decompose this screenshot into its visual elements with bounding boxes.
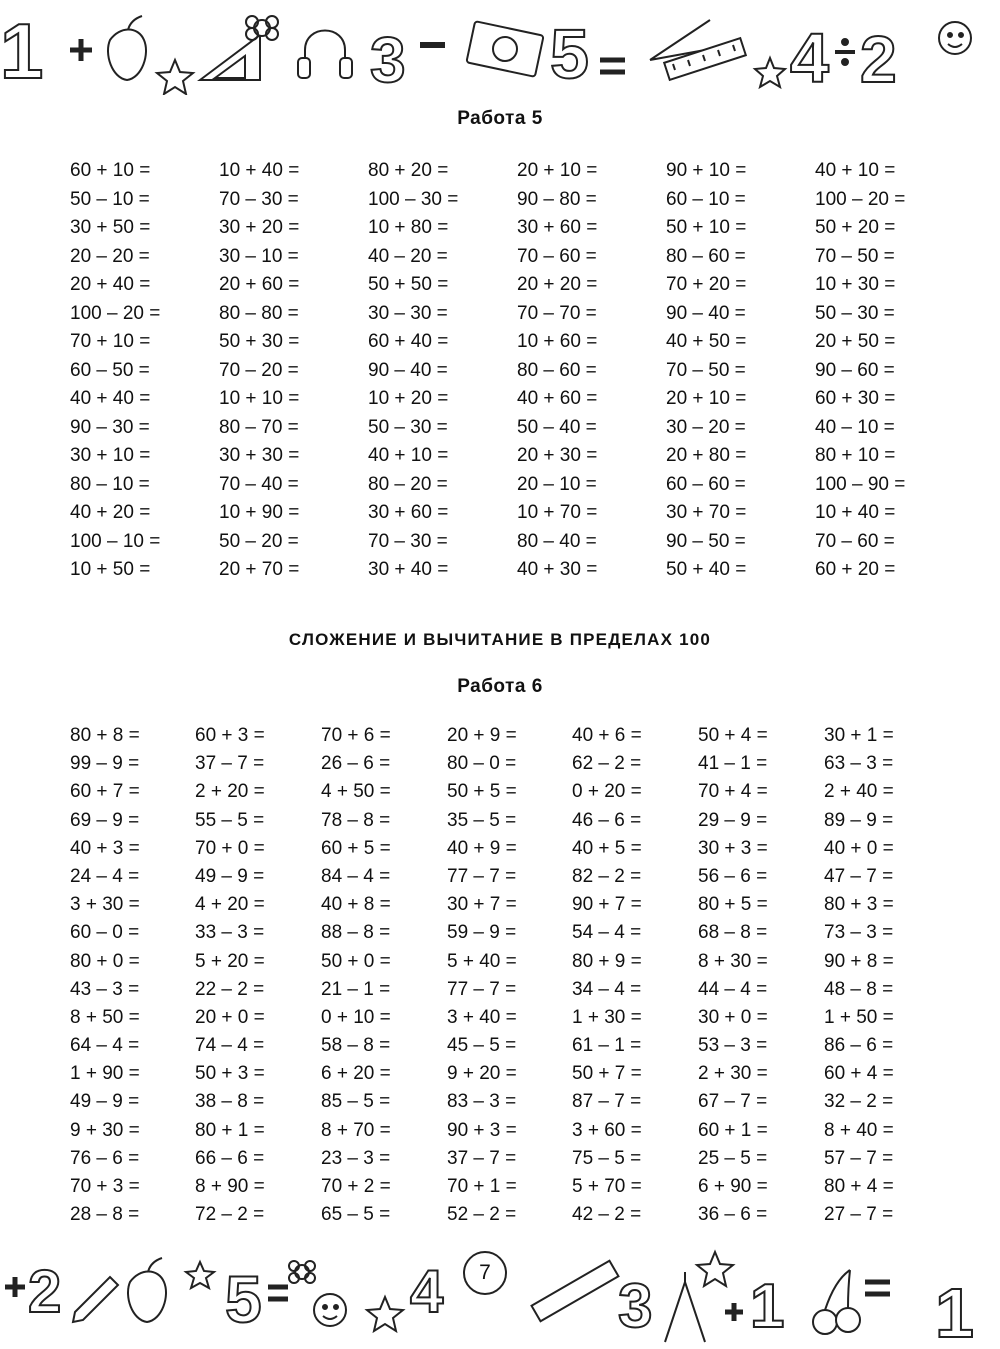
- exercise: 20 + 20 =: [517, 274, 598, 295]
- exercise: 27 – 7 =: [824, 1204, 894, 1226]
- exercise: 9 + 20 =: [447, 1063, 517, 1085]
- exercise: 90 – 60 =: [815, 359, 895, 381]
- exercise: 29 – 9 =: [698, 809, 768, 831]
- exercise: 43 – 3 =: [70, 978, 140, 1000]
- exercise: 5 + 40 =: [447, 950, 517, 972]
- svg-text:4: 4: [790, 19, 829, 95]
- exercise: 30 + 30 =: [219, 445, 300, 466]
- exercise: 58 – 8 =: [321, 1035, 391, 1057]
- exercise: 54 – 4 =: [572, 922, 642, 944]
- exercise: 77 – 7 =: [447, 865, 517, 887]
- exercise: 100 – 20 =: [815, 188, 906, 210]
- exercise: 50 + 20 =: [815, 217, 896, 238]
- exercise: 49 – 9 =: [70, 1091, 140, 1113]
- star-icon: [697, 1252, 733, 1286]
- exercise: 68 – 8 =: [698, 922, 768, 944]
- flower-icon: [289, 1261, 315, 1283]
- exercise: 60 + 1 =: [698, 1119, 768, 1141]
- exercise: 48 – 8 =: [824, 978, 894, 1000]
- exercise: 28 – 8 =: [70, 1204, 140, 1226]
- exercise: 41 – 1 =: [698, 753, 768, 775]
- work-5-column: [70, 157, 220, 585]
- exercise: 45 – 5 =: [447, 1035, 517, 1057]
- exercise: 10 + 40 =: [815, 502, 896, 523]
- banknote-icon: [466, 21, 543, 77]
- exercise: 10 + 80 =: [368, 217, 449, 238]
- exercise: 50 + 10 =: [666, 217, 747, 238]
- exercise: 80 + 0 =: [70, 950, 140, 972]
- exercise: 80 – 40 =: [517, 530, 597, 552]
- exercise: 34 – 4 =: [572, 978, 642, 1000]
- exercise: 80 + 1 =: [195, 1119, 265, 1141]
- outline-digit-one-icon: [935, 1274, 974, 1349]
- exercise: 80 – 70 =: [219, 416, 299, 438]
- exercise: 60 + 3 =: [195, 725, 265, 746]
- exercise: 20 + 60 =: [219, 274, 300, 295]
- apple-icon: [128, 1258, 166, 1322]
- work-6-exercise-grid: [70, 722, 970, 1232]
- svg-text:5: 5: [225, 1262, 262, 1336]
- exercise: 60 + 20 =: [815, 559, 896, 580]
- outline-digit-two-icon: [28, 1258, 61, 1325]
- exercise: 80 + 10 =: [815, 445, 896, 466]
- exercise: 4 + 50 =: [321, 781, 391, 803]
- exercise: 20 + 0 =: [195, 1006, 265, 1028]
- smiley-face-icon: [314, 1294, 346, 1326]
- apple-icon: [108, 16, 146, 80]
- exercise: 20 – 10 =: [517, 473, 597, 495]
- exercise: 53 – 3 =: [698, 1035, 768, 1057]
- exercise: 80 – 60 =: [517, 359, 597, 381]
- exercise: 57 – 7 =: [824, 1147, 894, 1169]
- exercise: 80 + 9 =: [572, 950, 642, 972]
- exercise: 50 + 50 =: [368, 274, 449, 295]
- exercise: 10 + 10 =: [219, 388, 300, 409]
- work-6-column: [70, 722, 196, 1229]
- ruler-icon: [664, 38, 746, 80]
- exercise: 70 – 70 =: [517, 302, 597, 324]
- exercise: 70 – 40 =: [219, 473, 299, 495]
- exercise: 20 + 80 =: [666, 445, 747, 466]
- exercise: 70 + 3 =: [70, 1176, 140, 1197]
- exercise: 52 – 2 =: [447, 1204, 517, 1226]
- exercise: 6 + 20 =: [321, 1063, 391, 1085]
- exercise: 90 + 3 =: [447, 1119, 517, 1141]
- exercise: 80 + 4 =: [824, 1176, 894, 1197]
- exercise: 70 + 0 =: [195, 837, 265, 859]
- outline-digit-three-icon: [618, 1272, 652, 1341]
- exercise: 20 + 70 =: [219, 559, 300, 580]
- exercise: 6 + 90 =: [698, 1176, 768, 1197]
- exercise: 36 – 6 =: [698, 1204, 768, 1226]
- exercise: 47 – 7 =: [824, 865, 894, 887]
- exercise: 21 – 1 =: [321, 978, 391, 1000]
- exercise: 65 – 5 =: [321, 1204, 391, 1226]
- exercise: 89 – 9 =: [824, 809, 894, 831]
- exercise: 20 + 30 =: [517, 445, 598, 466]
- exercise: 40 + 5 =: [572, 837, 642, 859]
- exercise: 30 + 3 =: [698, 837, 768, 859]
- exercise: 30 + 7 =: [447, 894, 517, 916]
- flower-icon: [246, 16, 278, 40]
- work-6-column: [321, 722, 447, 1229]
- exercise: 30 – 30 =: [368, 302, 448, 324]
- exercise: 80 + 20 =: [368, 160, 449, 181]
- exercise: 4 + 20 =: [195, 894, 265, 916]
- exercise: 50 + 3 =: [195, 1063, 265, 1085]
- exercise: 74 – 4 =: [195, 1035, 265, 1057]
- exercise: 83 – 3 =: [447, 1091, 517, 1113]
- exercise: 50 + 30 =: [219, 331, 300, 352]
- exercise: 23 – 3 =: [321, 1147, 391, 1169]
- exercise: 50 + 40 =: [666, 559, 747, 580]
- exercise: 30 + 0 =: [698, 1006, 768, 1028]
- work-6-column: [447, 722, 573, 1229]
- exercise: 8 + 30 =: [698, 950, 768, 972]
- exercise: 100 – 10 =: [70, 530, 161, 552]
- exercise: 70 – 50 =: [815, 245, 895, 267]
- exercise: 1 + 30 =: [572, 1006, 642, 1028]
- svg-text:2: 2: [860, 22, 897, 95]
- exercise: 70 + 20 =: [666, 274, 747, 295]
- exercise: 33 – 3 =: [195, 922, 265, 944]
- exercise: 80 – 80 =: [219, 302, 299, 324]
- exercise: 10 + 40 =: [219, 160, 300, 181]
- exercise: 3 + 40 =: [447, 1006, 517, 1028]
- exercise: 60 + 7 =: [70, 781, 140, 803]
- exercise: 30 + 40 =: [368, 559, 449, 580]
- work-5-column: [517, 157, 667, 585]
- outline-digit-one-icon: [0, 7, 43, 95]
- work-6-title: Работа 6: [457, 676, 543, 697]
- exercise: 70 – 20 =: [219, 359, 299, 381]
- exercise: 40 + 50 =: [666, 331, 747, 352]
- exercise: 75 – 5 =: [572, 1147, 642, 1169]
- exercise: 42 – 2 =: [572, 1204, 642, 1226]
- exercise: 20 + 10 =: [517, 160, 598, 181]
- exercise: 86 – 6 =: [824, 1035, 894, 1057]
- exercise: 40 + 3 =: [70, 837, 140, 859]
- compass-icon: [665, 1272, 705, 1342]
- svg-text:1: 1: [750, 1272, 785, 1341]
- exercise: 24 – 4 =: [70, 865, 140, 887]
- exercise: 46 – 6 =: [572, 809, 642, 831]
- exercise: 50 + 5 =: [447, 781, 517, 803]
- outline-digit-five-icon: [550, 15, 589, 93]
- exercise: 80 – 10 =: [70, 473, 150, 495]
- exercise: 30 + 70 =: [666, 502, 747, 523]
- exercise: 40 + 6 =: [572, 725, 642, 746]
- exercise: 70 + 6 =: [321, 725, 391, 746]
- work-6-column: [195, 722, 321, 1229]
- exercise: 40 + 8 =: [321, 894, 391, 916]
- work-5-exercise-grid: [70, 157, 970, 587]
- exercise: 59 – 9 =: [447, 922, 517, 944]
- svg-text:5: 5: [550, 15, 589, 93]
- exercise: 25 – 5 =: [698, 1147, 768, 1169]
- exercise: 22 – 2 =: [195, 978, 265, 1000]
- exercise: 1 + 90 =: [70, 1063, 140, 1085]
- svg-text:3: 3: [618, 1272, 653, 1341]
- outline-digit-one-icon: [750, 1272, 784, 1341]
- exercise: 50 – 30 =: [368, 416, 448, 438]
- exercise: 84 – 4 =: [321, 865, 391, 887]
- exercise: 2 + 30 =: [698, 1063, 768, 1085]
- top-decorative-border: [0, 0, 1000, 95]
- outline-digit-two-icon: [860, 22, 897, 95]
- exercise: 5 + 20 =: [195, 950, 265, 972]
- exercise: 88 – 8 =: [321, 922, 391, 944]
- exercise: 90 – 40 =: [368, 359, 448, 381]
- exercise: 70 – 30 =: [219, 188, 299, 210]
- exercise: 40 + 20 =: [70, 502, 151, 523]
- outline-digit-four-icon: [410, 1258, 444, 1325]
- exercise: 100 – 30 =: [368, 188, 459, 210]
- exercise: 30 + 10 =: [70, 445, 151, 466]
- division-sign-icon: [835, 39, 855, 65]
- exercise: 100 – 90 =: [815, 473, 906, 495]
- exercise: 2 + 40 =: [824, 781, 894, 803]
- exercise: 85 – 5 =: [321, 1091, 391, 1113]
- exercise: 61 – 1 =: [572, 1035, 642, 1057]
- exercise: 40 + 60 =: [517, 388, 598, 409]
- exercise: 10 + 50 =: [70, 559, 151, 580]
- exercise: 10 + 20 =: [368, 388, 449, 409]
- exercise: 80 – 60 =: [666, 245, 746, 267]
- exercise: 40 – 20 =: [368, 245, 448, 267]
- exercise: 70 + 4 =: [698, 781, 768, 803]
- exercise: 50 – 40 =: [517, 416, 597, 438]
- exercise: 10 + 60 =: [517, 331, 598, 352]
- section-heading: СЛОЖЕНИЕ И ВЫЧИТАНИЕ В ПРЕДЕЛАХ 100: [288, 630, 712, 649]
- exercise: 80 + 8 =: [70, 725, 140, 746]
- exercise: 62 – 2 =: [572, 753, 642, 775]
- exercise: 20 – 20 =: [70, 245, 150, 267]
- exercise: 87 – 7 =: [572, 1091, 642, 1113]
- exercise: 60 + 30 =: [815, 388, 896, 409]
- work-6-column: [824, 722, 950, 1229]
- exercise: 60 + 40 =: [368, 331, 449, 352]
- exercise: 90 – 80 =: [517, 188, 597, 210]
- exercise: 40 + 10 =: [368, 445, 449, 466]
- plus-sign-icon: [70, 39, 92, 61]
- exercise: 90 – 40 =: [666, 302, 746, 324]
- page-number: 7: [463, 1251, 507, 1295]
- exercise: 49 – 9 =: [195, 865, 265, 887]
- exercise: 5 + 70 =: [572, 1176, 642, 1197]
- exercise: 77 – 7 =: [447, 978, 517, 1000]
- exercise: 50 – 30 =: [815, 302, 895, 324]
- exercise: 90 + 10 =: [666, 160, 747, 181]
- exercise: 90 + 8 =: [824, 950, 894, 972]
- work-5-title: Работа 5: [457, 108, 543, 129]
- exercise: 76 – 6 =: [70, 1147, 140, 1169]
- cherries-icon: [813, 1270, 860, 1334]
- exercise: 3 + 60 =: [572, 1119, 642, 1141]
- exercise: 64 – 4 =: [70, 1035, 140, 1057]
- svg-text:1: 1: [935, 1274, 974, 1349]
- outline-digit-five-icon: [225, 1262, 262, 1336]
- pencil-icon: [73, 1277, 118, 1322]
- exercise: 50 – 20 =: [219, 530, 299, 552]
- exercise: 67 – 7 =: [698, 1091, 768, 1113]
- exercise: 40 + 30 =: [517, 559, 598, 580]
- exercise: 30 + 50 =: [70, 217, 151, 238]
- exercise: 35 – 5 =: [447, 809, 517, 831]
- exercise: 60 – 60 =: [666, 473, 746, 495]
- exercise: 80 – 0 =: [447, 753, 517, 775]
- work-5-column: [666, 157, 816, 585]
- exercise: 80 – 20 =: [368, 473, 448, 495]
- exercise: 10 + 90 =: [219, 502, 300, 523]
- exercise: 8 + 50 =: [70, 1006, 140, 1028]
- star-icon: [186, 1262, 214, 1288]
- exercise: 40 + 40 =: [70, 388, 151, 409]
- exercise: 50 + 7 =: [572, 1063, 642, 1085]
- exercise: 8 + 70 =: [321, 1119, 391, 1141]
- work-6-column: [572, 722, 698, 1229]
- work-5-column: [368, 157, 518, 585]
- exercise: 70 – 60 =: [517, 245, 597, 267]
- exercise: 3 + 30 =: [70, 894, 140, 916]
- star-icon: [157, 60, 193, 94]
- exercise: 30 + 60 =: [368, 502, 449, 523]
- exercise: 60 + 10 =: [70, 160, 151, 181]
- plus-sign-icon: [5, 1277, 25, 1297]
- svg-text:1: 1: [0, 7, 44, 95]
- smiley-face-icon: [939, 22, 971, 54]
- exercise: 100 – 20 =: [70, 302, 161, 324]
- exercise: 70 + 2 =: [321, 1176, 391, 1197]
- exercise: 50 – 10 =: [70, 188, 150, 210]
- exercise: 69 – 9 =: [70, 809, 140, 831]
- svg-text:3: 3: [370, 24, 406, 95]
- exercise: 63 – 3 =: [824, 753, 894, 775]
- exercise: 60 – 10 =: [666, 188, 746, 210]
- exercise: 70 – 30 =: [368, 530, 448, 552]
- exercise: 60 + 4 =: [824, 1063, 894, 1085]
- exercise: 20 + 40 =: [70, 274, 151, 295]
- exercise: 2 + 20 =: [195, 781, 265, 803]
- exercise: 10 + 30 =: [815, 274, 896, 295]
- exercise: 38 – 8 =: [195, 1091, 265, 1113]
- plus-sign-icon: [725, 1303, 743, 1321]
- exercise: 99 – 9 =: [70, 753, 140, 775]
- exercise: 10 + 70 =: [517, 502, 598, 523]
- exercise: 40 + 0 =: [824, 837, 894, 859]
- work-5-column: [219, 157, 369, 585]
- exercise: 66 – 6 =: [195, 1147, 265, 1169]
- exercise: 56 – 6 =: [698, 865, 768, 887]
- exercise: 72 – 2 =: [195, 1204, 265, 1226]
- exercise: 80 + 3 =: [824, 894, 894, 916]
- exercise: 90 + 7 =: [572, 894, 642, 916]
- exercise: 32 – 2 =: [824, 1091, 894, 1113]
- exercise: 80 + 5 =: [698, 894, 768, 916]
- exercise: 26 – 6 =: [321, 753, 391, 775]
- exercise: 0 + 20 =: [572, 781, 642, 803]
- exercise: 70 – 60 =: [815, 530, 895, 552]
- exercise: 20 + 50 =: [815, 331, 896, 352]
- exercise: 30 + 1 =: [824, 725, 894, 746]
- exercise: 90 – 30 =: [70, 416, 150, 438]
- star-icon: [367, 1297, 403, 1331]
- svg-text:4: 4: [410, 1258, 444, 1325]
- exercise: 37 – 7 =: [447, 1147, 517, 1169]
- exercise: 55 – 5 =: [195, 809, 265, 831]
- work-5-column: [815, 157, 965, 585]
- work-6-column: [698, 722, 824, 1229]
- svg-text:2: 2: [28, 1258, 62, 1325]
- exercise: 20 + 10 =: [666, 388, 747, 409]
- ruler-icon: [532, 1261, 619, 1322]
- exercise: 37 – 7 =: [195, 753, 265, 775]
- exercise: 82 – 2 =: [572, 865, 642, 887]
- exercise: 0 + 10 =: [321, 1006, 391, 1028]
- exercise: 44 – 4 =: [698, 978, 768, 1000]
- triangle-ruler-icon: [200, 35, 260, 80]
- exercise: 60 + 5 =: [321, 837, 391, 859]
- exercise: 8 + 90 =: [195, 1176, 265, 1197]
- exercise: 30 + 60 =: [517, 217, 598, 238]
- outline-digit-four-icon: [790, 19, 829, 95]
- exercise: 60 – 50 =: [70, 359, 150, 381]
- exercise: 1 + 50 =: [824, 1006, 894, 1028]
- exercise: 40 – 10 =: [815, 416, 895, 438]
- exercise: 30 – 10 =: [219, 245, 299, 267]
- exercise: 73 – 3 =: [824, 922, 894, 944]
- exercise: 70 + 10 =: [70, 331, 151, 352]
- exercise: 50 + 0 =: [321, 950, 391, 972]
- exercise: 30 + 20 =: [219, 217, 300, 238]
- exercise: 70 + 1 =: [447, 1176, 517, 1197]
- exercise: 30 – 20 =: [666, 416, 746, 438]
- exercise: 9 + 30 =: [70, 1119, 140, 1141]
- exercise: 70 – 50 =: [666, 359, 746, 381]
- exercise: 90 – 50 =: [666, 530, 746, 552]
- exercise: 8 + 40 =: [824, 1119, 894, 1141]
- exercise: 20 + 9 =: [447, 725, 517, 746]
- exercise: 40 + 9 =: [447, 837, 517, 859]
- equals-sign-icon: [268, 1287, 288, 1299]
- headphones-icon: [298, 31, 352, 79]
- exercise: 50 + 4 =: [698, 725, 768, 746]
- outline-digit-three-icon: [370, 24, 406, 95]
- exercise: 60 – 0 =: [70, 922, 140, 944]
- equals-sign-icon: [865, 1282, 890, 1294]
- exercise: 78 – 8 =: [321, 809, 391, 831]
- equals-sign-icon: [600, 60, 625, 72]
- star-icon: [755, 58, 785, 87]
- exercise: 40 + 10 =: [815, 160, 896, 181]
